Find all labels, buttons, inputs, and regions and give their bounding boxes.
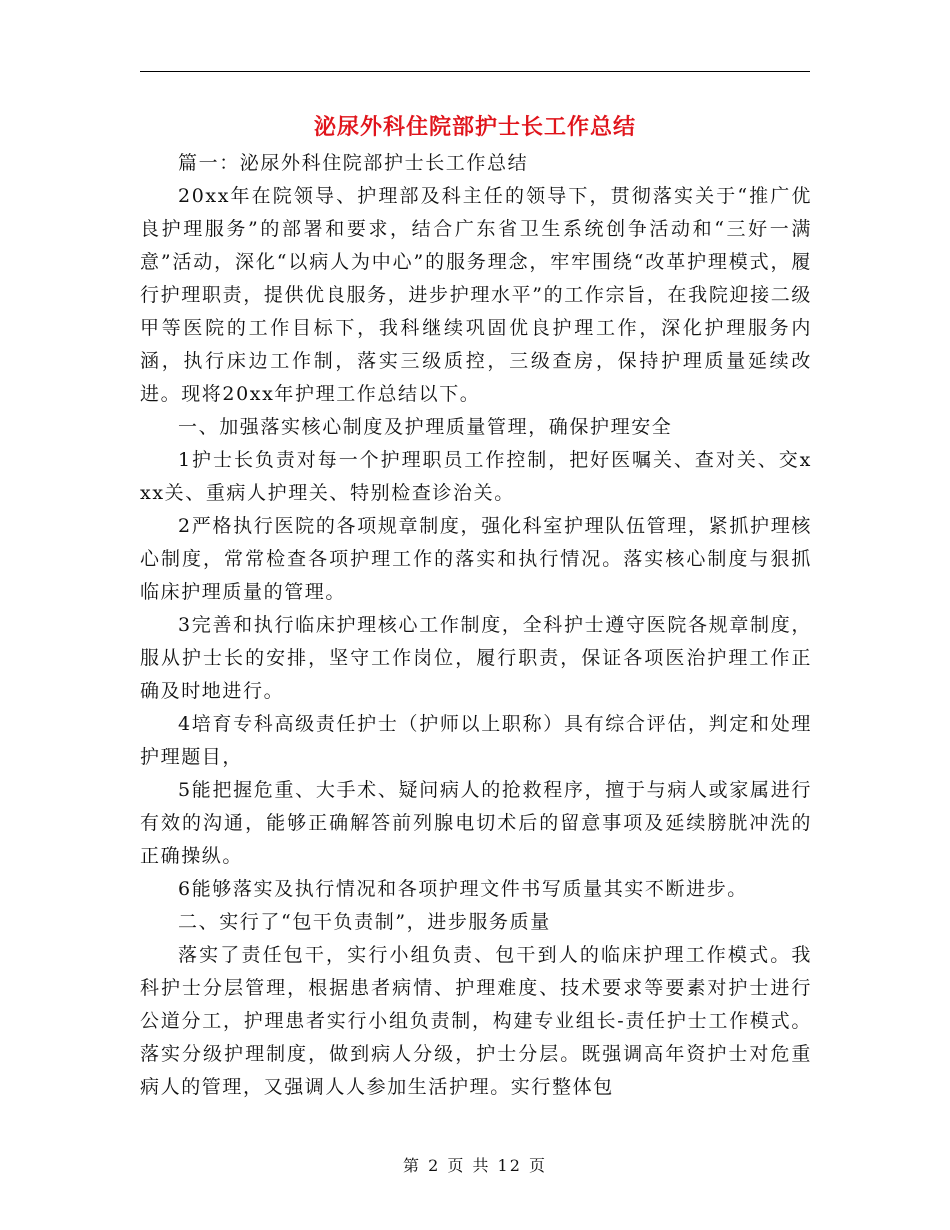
page-footer [0,1153,950,1176]
section-heading: 一、加强落实核心制度及护理质量管理，确保护理安全 [178,416,673,438]
document-body [140,147,812,1104]
footer-middle: 页 共 [447,1156,491,1175]
header-rule [140,71,810,72]
section-heading: 篇一：泌尿外科住院部护士长工作总结 [178,152,529,174]
body-paragraph: 20xx年在院领导、护理部及科主任的领导下，贯彻落实关于“推广优良护理服务”的部署和要求，结合广东省卫生系统创争活动和“三好一满意”活动，深化“以病人为中心”的服务理念，牢牢围绕“改革护理模式，履行护理职责，提供优良服务，进步护理水平”的工作宗旨，在我院迎接二级甲等医院的工作目标下，我科继续巩固优良护理工作，深化护理服务内涵，执行床边工作制，落实三级质控，三级查房，保持护理质量延续改进。现将20xx年护理工作总结以下。 [140,185,812,405]
body-paragraph: 5能把握危重、大手术、疑问病人的抢救程序，擅于与病人或家属进行有效的沟通，能够正确解答前列腺电切术后的留意事项及延续膀胱冲洗的正确操纵。 [140,779,812,867]
body-paragraph: 3完善和执行临床护理核心工作制度，全科护士遵守医院各规章制度，服从护士长的安排，坚守工作岗位，履行职责，保证各项医治护理工作正确及时地进行。 [140,614,812,702]
document-title: 泌尿外科住院部护士长工作总结 [313,114,636,140]
body-paragraph: 2严格执行医院的各项规章制度，强化科室护理队伍管理，紧抓护理核心制度，常常检查各项护理工作的落实和执行情况。落实核心制度与狠抓临床护理质量的管理。 [140,515,812,603]
body-paragraph: 6能够落实及执行情况和各项护理文件书写质量其实不断进步。 [178,878,748,900]
body-paragraph: 1护士长负责对每一个护理职员工作控制，把好医嘱关、查对关、交xxx关、重病人护理关、特别检查诊治关。 [140,449,812,504]
section-heading: 二、实行了“包干负责制”，进步服务质量 [178,911,551,933]
total-page-count: 12 [497,1156,522,1175]
current-page-number: 2 [428,1156,441,1175]
footer-prefix: 第 [402,1156,421,1175]
footer-suffix: 页 [529,1156,548,1175]
body-paragraph: 4培育专科高级责任护士（护师以上职称）具有综合评估，判定和处理护理题目， [140,713,812,768]
body-paragraph: 落实了责任包干，实行小组负责、包干到人的临床护理工作模式。我科护士分层管理，根据患者病情、护理难度、技术要求等要素对护士进行公道分工，护理患者实行小组负责制，构建专业组长-责任护士工作模式。落实分级护理制度，做到病人分级，护士分层。既强调高年资护士对危重病人的管理，又强调人人参加生活护理。实行整体包 [140,944,812,1098]
